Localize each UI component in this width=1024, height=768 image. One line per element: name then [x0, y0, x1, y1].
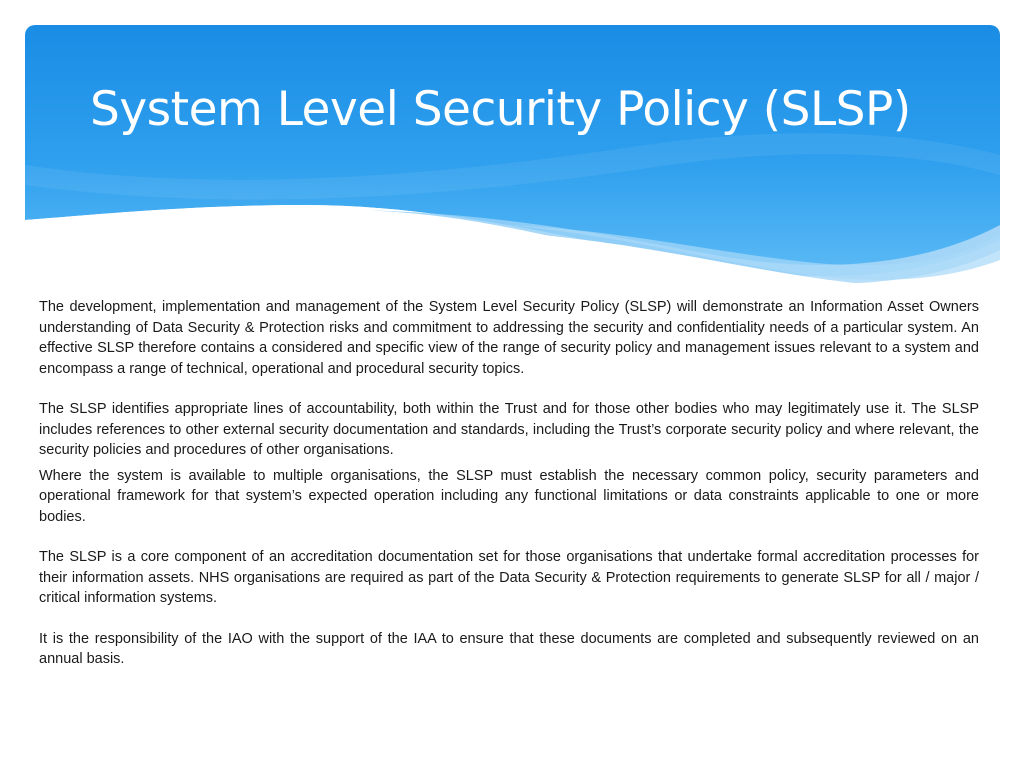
paragraph-responsibility: It is the responsibility of the IAO with the support of the IAA to ensure that these documents are completed and subsequently reviewed on an annual basis. [39, 630, 979, 667]
wave-decoration [25, 25, 1000, 295]
paragraph-accountability: The SLSP identifies appropriate lines of accountability, both within the Trust and for those other bodies who may legitimately use it. The SLSP includes references to other external security documentation and standards, including the Trust’s corporate security policy and where relevant, the security policies and procedures of other organisations. [39, 401, 979, 458]
paragraph-multiple-organisations: Where the system is available to multiple organisations, the SLSP must establish the necessary common policy, security parameters and operational framework for that system’s expected operation including any functional limitations or data constraints applicable to one or more bodies. [39, 467, 979, 525]
paragraph-accreditation: The SLSP is a core component of an accreditation documentation set for those organisations that undertake formal accreditation processes for their information assets. NHS organisations are required as part of the Data Security & Protection requirements to generate SLSP for all / major / critical information systems. [39, 549, 979, 606]
slide-title: System Level Security Policy (SLSP) [90, 82, 911, 137]
paragraph-development: The development, implementation and management of the System Level Security Policy (SLSP) will demonstrate an Information Asset Owners understanding of Data Security & Protection risks and commitment to addressing the security and confidentiality needs of a particular system. An effective SLSP therefore contains a considered and specific view of the range of security policy and management issues relevant to a system and encompass a range of technical, operational and procedural security topics. [39, 299, 979, 377]
body-text [39, 297, 979, 670]
header-banner [25, 25, 1000, 295]
